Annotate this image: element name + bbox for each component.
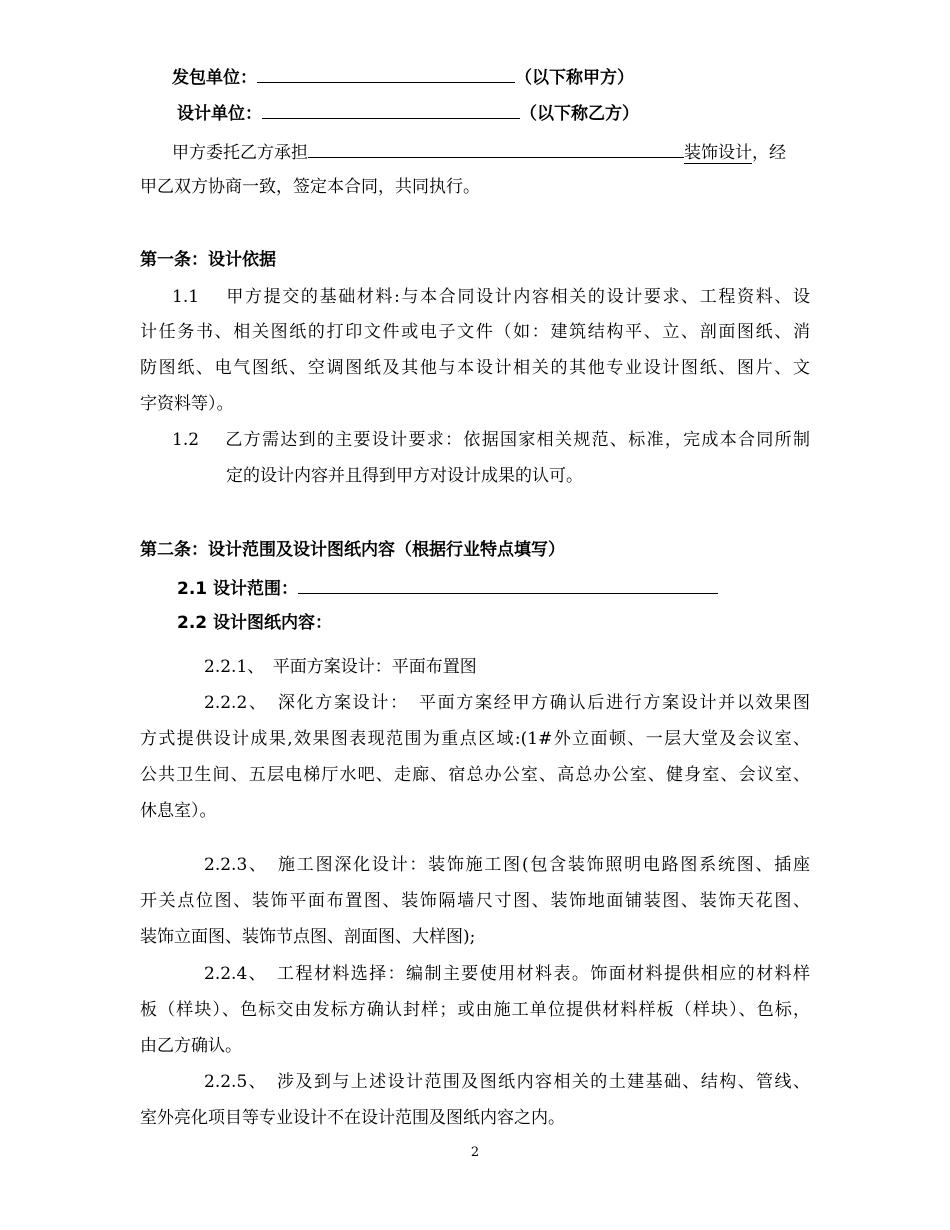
scope-blank xyxy=(298,575,718,594)
party-b-blank xyxy=(262,100,520,119)
drawing-content-label: 2.2 设计图纸内容： xyxy=(177,613,333,633)
intro-prefix: 甲方委托乙方承担 xyxy=(172,143,308,163)
party-a-label: 发包单位： xyxy=(172,68,257,88)
p11-line-4: 字资料等）。 xyxy=(140,394,234,414)
scope-label: 2.1 设计范围： xyxy=(177,579,299,599)
s222-line-4: 休息室）。 xyxy=(140,801,217,821)
intro-line-2: 甲乙双方协商一致，签定本合同，共同执行。 xyxy=(140,177,480,197)
p11-line-3: 防图纸、电气图纸、空调图纸及其他与本设计相关的其他专业设计图纸、图片、文 xyxy=(140,358,810,378)
intro-underlined: 装饰设计 xyxy=(684,143,752,163)
s224-line-1: 2.2.4、 工程材料选择：编制主要使用材料表。饰面材料提供相应的材料样 xyxy=(204,964,810,984)
article-1-title: 第一条：设计依据 xyxy=(140,250,276,270)
s221: 2.2.1、 平面方案设计：平面布置图 xyxy=(204,657,477,677)
s222-line-2: 方式提供设计成果,效果图表现范围为重点区域:(1#外立面顿、一层大堂及会议室、 xyxy=(140,729,810,749)
s223-line-2: 开关点位图、装饰平面布置图、装饰隔墙尺寸图、装饰地面铺装图、装饰天花图、 xyxy=(140,891,810,911)
intro-line-1 xyxy=(172,139,786,165)
s223-line-1: 2.2.3、 施工图深化设计：装饰施工图(包含装饰照明电路图系统图、插座 xyxy=(204,855,810,875)
party-a-suffix: （以下称甲方） xyxy=(515,68,634,88)
scope-line xyxy=(177,575,718,601)
project-blank xyxy=(308,139,684,158)
p12-line-2: 定的设计内容并且得到甲方对设计成果的认可。 xyxy=(226,466,583,486)
article-2-title: 第二条：设计范围及设计图纸内容（根据行业特点填写） xyxy=(140,540,565,560)
s222-line-3: 公共卫生间、五层电梯厅水吧、走廊、宿总办公室、高总办公室、健身室、会议室、 xyxy=(140,765,810,785)
page-number: 2 xyxy=(470,1145,480,1160)
s225-line-2: 室外亮化项目等专业设计不在设计范围及图纸内容之内。 xyxy=(140,1108,565,1128)
p11-line-2: 计任务书、相关图纸的打印文件或电子文件（如：建筑结构平、立、剖面图纸、消 xyxy=(140,322,810,342)
s225-line-1: 2.2.5、 涉及到与上述设计范围及图纸内容相关的土建基础、结构、管线、 xyxy=(204,1072,810,1092)
s223-line-3: 装饰立面图、装饰节点图、剖面图、大样图); xyxy=(140,927,476,947)
party-a-line xyxy=(172,64,634,90)
p11-line-1: 1.1 甲方提交的基础材料:与本合同设计内容相关的设计要求、工程资料、设 xyxy=(172,287,810,307)
s222-line-1: 2.2.2、 深化方案设计： 平面方案经甲方确认后进行方案设计并以效果图 xyxy=(204,693,810,713)
s224-line-2: 板（样块）、色标交由发标方确认封样；或由施工单位提供材料样板（样块）、色标， xyxy=(140,1000,810,1020)
intro-suffix: ，经 xyxy=(752,143,786,163)
s224-line-3: 由乙方确认。 xyxy=(140,1036,242,1056)
party-b-line xyxy=(177,100,639,126)
p12-line-1: 1.2 乙方需达到的主要设计要求：依据国家相关规范、标准，完成本合同所制 xyxy=(172,430,810,450)
party-a-blank xyxy=(257,64,515,83)
party-b-label: 设计单位： xyxy=(177,104,262,124)
party-b-suffix: （以下称乙方） xyxy=(520,104,639,124)
